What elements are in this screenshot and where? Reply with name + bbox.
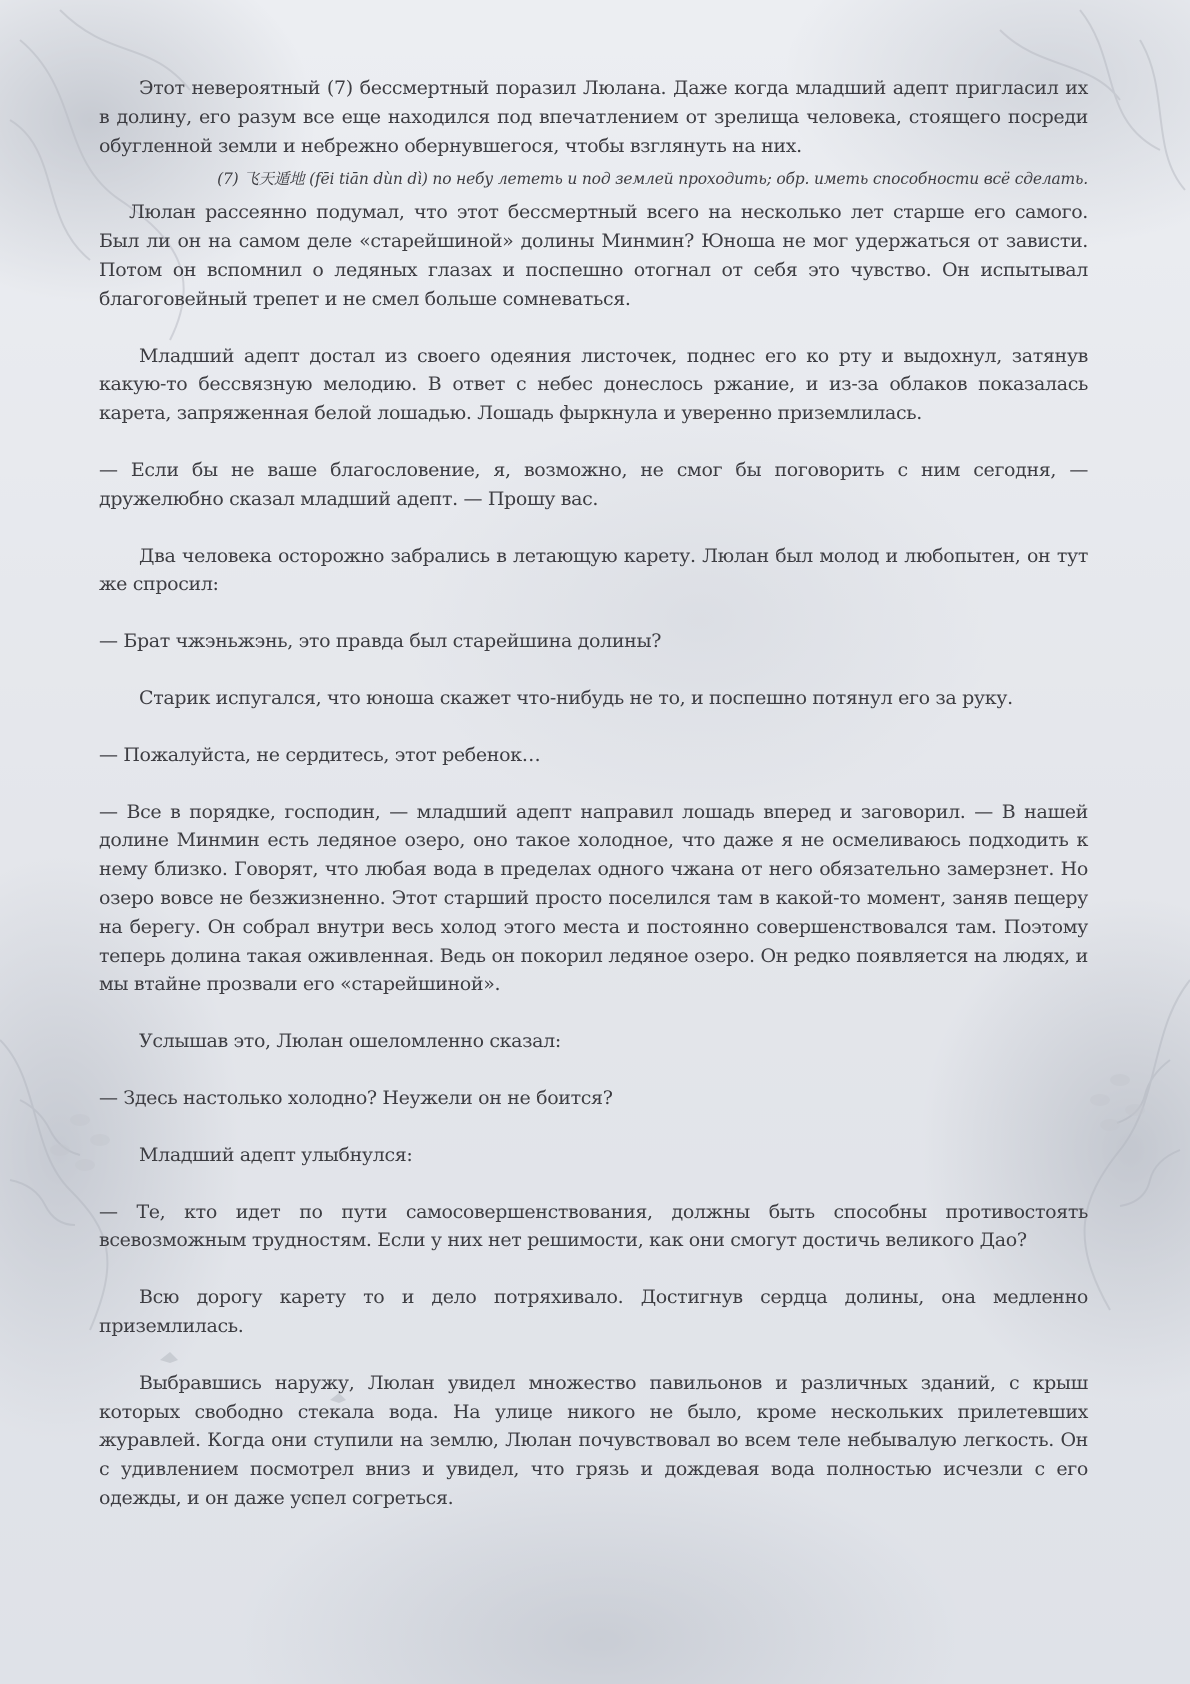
paragraph: — Здесь настолько холодно? Неужели он не боится? (99, 1086, 613, 1109)
paragraph: — Те, кто идет по пути самосовершенствования, должны быть способны противостоять всевозможным трудностям. Если у них нет решимости, как они смогут достичь великого Дао? (99, 1200, 1088, 1252)
text-column (99, 74, 1088, 1513)
paragraph: — Если бы не ваше благословение, я, возможно, не смог бы поговорить с ним сегодня, — дружелюбно сказал младший адепт. — Прошу вас. (99, 458, 1088, 510)
paragraph: Услышав это, Люлан ошеломленно сказал: (139, 1030, 561, 1053)
paragraph: — Все в порядке, господин, — младший адепт направил лошадь вперед и заговорил. — В нашей долине Минмин есть ледяное озеро, оно такое холодное, что даже я не осмеливаюсь подходить к нему близко. Говорят, что любая вода в пределах одного чжана от него обязательно замерзнет. Но озеро вовсе не безжизненно. Этот старший просто поселился там в какой-то момент, заняв пещеру на берегу. Он собрал внутри весь холод этого места и постоянно совершенствовался там. Поэтому теперь долина такая оживленная. Ведь он покорил ледяное озеро. Он редко появляется на людях, и мы втайне прозвали его «старейшиной». (99, 800, 1088, 996)
paragraph: Этот невероятный (7) бессмертный поразил Люлана. Даже когда младший адепт пригласил их в долину, его разум все еще находился под впечатлением от зрелища человека, стоящего посреди обугленной земли и небрежно обернувшегося, чтобы взглянуть на них. (99, 77, 1088, 157)
paragraph: Люлан рассеянно подумал, что этот бессмертный всего на несколько лет старше его самого. Был ли он на самом деле «старейшиной» долины Минмин? Юноша не мог удержаться от зависти. Потом он вспомнил о ледяных глазах и поспешно отогнал от себя это чувство. Он испытывал благоговейный трепет и не смел больше сомневаться. (99, 201, 1088, 310)
footnote: (7) 飞天遁地 (fēi tiān dùn dì) по небу лететь и под землей проходить; обр. иметь способности всё сделать. (217, 170, 1088, 189)
paragraph: Старик испугался, что юноша скажет что-нибудь не то, и поспешно потянул его за руку. (139, 686, 1013, 709)
paragraph: — Брат чжэньжэнь, это правда был старейшина долины? (99, 630, 662, 653)
paragraph: Два человека осторожно забрались в летающую карету. Люлан был молод и любопытен, он тут же спросил: (99, 544, 1088, 596)
paragraph: Выбравшись наружу, Люлан увидел множество павильонов и различных зданий, с крыш которых свободно стекала вода. На улице никого не было, кроме нескольких прилетевших журавлей. Когда они ступили на землю, Люлан почувствовал во всем теле небывалую легкость. Он с удивлением посмотрел вниз и увидел, что грязь и дождевая вода полностью исчезли с его одежды, и он даже успел согреться. (99, 1371, 1088, 1509)
paragraph: Всю дорогу карету то и дело потряхивало. Достигнув сердца долины, она медленно приземлилась. (99, 1286, 1088, 1337)
paragraph: Младший адепт достал из своего одеяния листочек, поднес его ко рту и выдохнул, затянув какую-то бессвязную мелодию. В ответ с небес донеслось ржание, и из-за облаков показалась карета, запряженная белой лошадью. Лошадь фыркнула и уверенно приземлилась. (99, 344, 1088, 425)
paragraph: Младший адепт улыбнулся: (139, 1143, 413, 1166)
paragraph: — Пожалуйста, не сердитесь, этот ребенок… (99, 743, 541, 766)
